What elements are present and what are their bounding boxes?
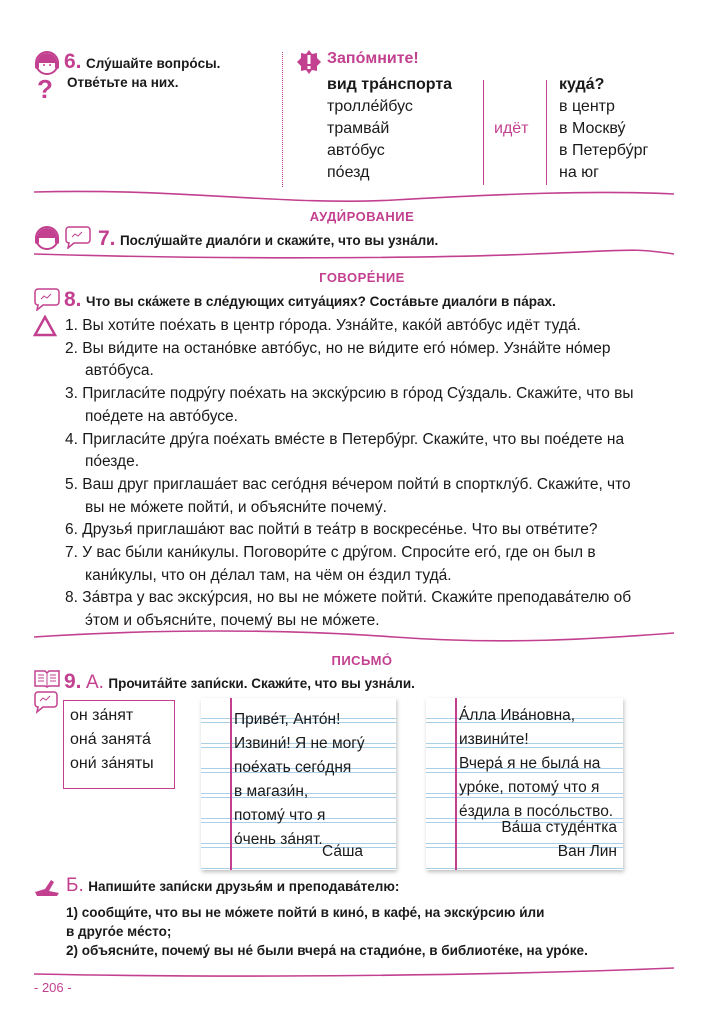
exclamation-badge-icon [297, 50, 321, 74]
form-item: они́ за́няты [70, 755, 154, 772]
exercise-9a [64, 670, 415, 694]
note-line: уро́ке, потому́ что я [459, 779, 600, 796]
destination-column [559, 74, 648, 184]
divider [546, 80, 547, 185]
exercise-number: 9. [64, 670, 82, 693]
note-margin-line [230, 698, 232, 870]
part-label: Б. [66, 875, 84, 896]
book-icon [33, 668, 61, 688]
note-text [234, 708, 365, 852]
remember-title: Запо́мните! [327, 50, 419, 67]
exercise-number: 8. [64, 288, 82, 311]
note-signature-line: Ван Лин [557, 843, 617, 860]
note-line: извини́те! [459, 731, 529, 748]
divider [282, 52, 283, 187]
part-label: А. [85, 672, 104, 693]
writing-hand-icon [33, 876, 61, 896]
verb-goes: идёт [494, 120, 529, 137]
list-item: 5. Ваш друг приглаша́ет вас сего́дня ве́чером пойти́ в спортклу́б. Скажи́те, что вы не мо́жете пойти́, и объясни́те почему́. [65, 475, 631, 516]
exercise-text: Напиши́те запи́ски друзья́м и преподава́телю: [88, 879, 400, 894]
footer-wavy-divider [34, 962, 674, 984]
note-line: Приве́т, Анто́н! [234, 711, 341, 728]
note-line: потому́ что я [234, 807, 326, 824]
list-item: 1. Вы хоти́те пое́хать в центр го́рода. Узна́йте, како́й авто́бус идёт туда́. [65, 317, 581, 334]
exercise-text: Отве́тьте на них. [67, 75, 179, 90]
list-item: 6. Друзья́ приглаша́ют вас пойти́ в теа́тр в воскресе́нье. Что вы отве́тите? [65, 521, 598, 539]
exercise-text: Слу́шайте вопро́сы. [85, 56, 221, 71]
divider [483, 80, 484, 185]
page-number: - 206 - [34, 980, 72, 995]
list-item: 8. За́втра у вас экску́рсия, но вы не мо́жете пойти́. Скажи́те преподава́телю об э́том и объясни́те, почему́ вы не мо́жете. [65, 589, 632, 630]
headphones-face-icon [34, 50, 60, 76]
column-header: вид тра́нспорта [327, 76, 453, 93]
transport-item: авто́бус [327, 142, 385, 159]
exercise-text: Прочита́йте запи́ски. Скажи́те, что вы узна́ли. [108, 676, 415, 691]
task-1 [66, 903, 544, 941]
note-card-van-lin [426, 698, 623, 870]
note-line: А́лла Ива́новна, [459, 707, 576, 724]
form-item: она́ занята́ [70, 731, 151, 748]
section-title-speaking: ГОВОРЕ́НИЕ [319, 270, 405, 285]
list-item: 4. Пригласи́те дру́га пое́хать вме́сте в Петербу́рг. Скажи́те, что вы пое́дете на по́езде. [65, 430, 625, 471]
speech-bubble-icon [34, 287, 60, 311]
note-line: пое́хать сего́дня [234, 759, 352, 776]
wavy-divider [34, 625, 674, 647]
transport-item: трамва́й [327, 120, 390, 137]
destination-item: в центр [559, 98, 615, 115]
exercise-6 [64, 50, 220, 74]
exercise-number: 7. [98, 227, 116, 250]
note-margin-line [455, 698, 457, 870]
note-line: Вчера́ я не была́ на [459, 755, 601, 772]
task-line: в друго́е ме́сто; [66, 924, 172, 939]
note-line: о́чень за́нят. [234, 831, 323, 848]
note-line: Извини́! Я не могу́ [234, 735, 365, 752]
exercise-text: Что вы ска́жете в сле́дующих ситуа́циях? Соста́вьте диало́ги в па́рах. [85, 294, 556, 309]
destination-item: в Петербу́рг [559, 142, 649, 159]
note-signature: Са́ша [321, 843, 363, 860]
question-icon: ? [37, 74, 53, 104]
adjective-forms-box [63, 700, 175, 789]
wavy-divider [34, 246, 674, 266]
list-item: 2. Вы ви́дите на остано́вке авто́бус, но не ви́дите его́ но́мер. Узна́йте но́мер авто́буса. [65, 339, 611, 380]
note-line: е́здила в посо́льство. [459, 803, 614, 820]
wavy-divider [34, 180, 674, 210]
note-signature [501, 816, 617, 864]
exercise-text: Послу́шайте диало́ги и скажи́те, что вы узна́ли. [119, 233, 439, 248]
note-card-sasha [201, 698, 396, 870]
column-header: куда́? [559, 76, 605, 93]
transport-item: по́езд [327, 164, 370, 181]
exercise-8 [64, 288, 556, 312]
list-item: 7. У вас бы́ли кани́кулы. Поговори́те с дру́гом. Спроси́те его́, где он был в кани́кулы, что он де́лал там, на чём он е́здил туда́. [65, 544, 596, 584]
task-line: 1) сообщи́те, что вы не мо́жете пойти́ в кино́, в кафе́, на экску́рсию и́ли [66, 905, 545, 920]
exercise-number: 6. [64, 50, 82, 73]
note-line: в магази́н, [234, 783, 309, 800]
transport-item: тролле́йбус [327, 98, 413, 115]
destination-item: на юг [559, 164, 600, 181]
task-2: 2) объясни́те, почему́ вы не́ были вчера́ на стадио́не, в библиоте́ке, на уро́ке. [66, 943, 588, 958]
triangle-icon [33, 315, 57, 337]
section-title-listening: АУДИ́РОВАНИЕ [309, 209, 415, 224]
section-title-writing: ПИСЬМО́ [331, 653, 393, 668]
situations-list [65, 315, 665, 633]
destination-item: в Москву́ [559, 120, 626, 137]
list-item: 3. Пригласи́те подру́гу пое́хать на экску́рсию в го́род Су́здаль. Скажи́те, что вы пое́дете на авто́бусе. [65, 385, 634, 425]
note-text [459, 704, 613, 824]
transport-column [327, 74, 452, 184]
exercise-9b [66, 875, 399, 897]
form-item: он за́нят [70, 707, 134, 724]
note-signature-line: Ва́ша студе́нтка [501, 819, 617, 836]
speech-bubble-icon [34, 690, 58, 714]
